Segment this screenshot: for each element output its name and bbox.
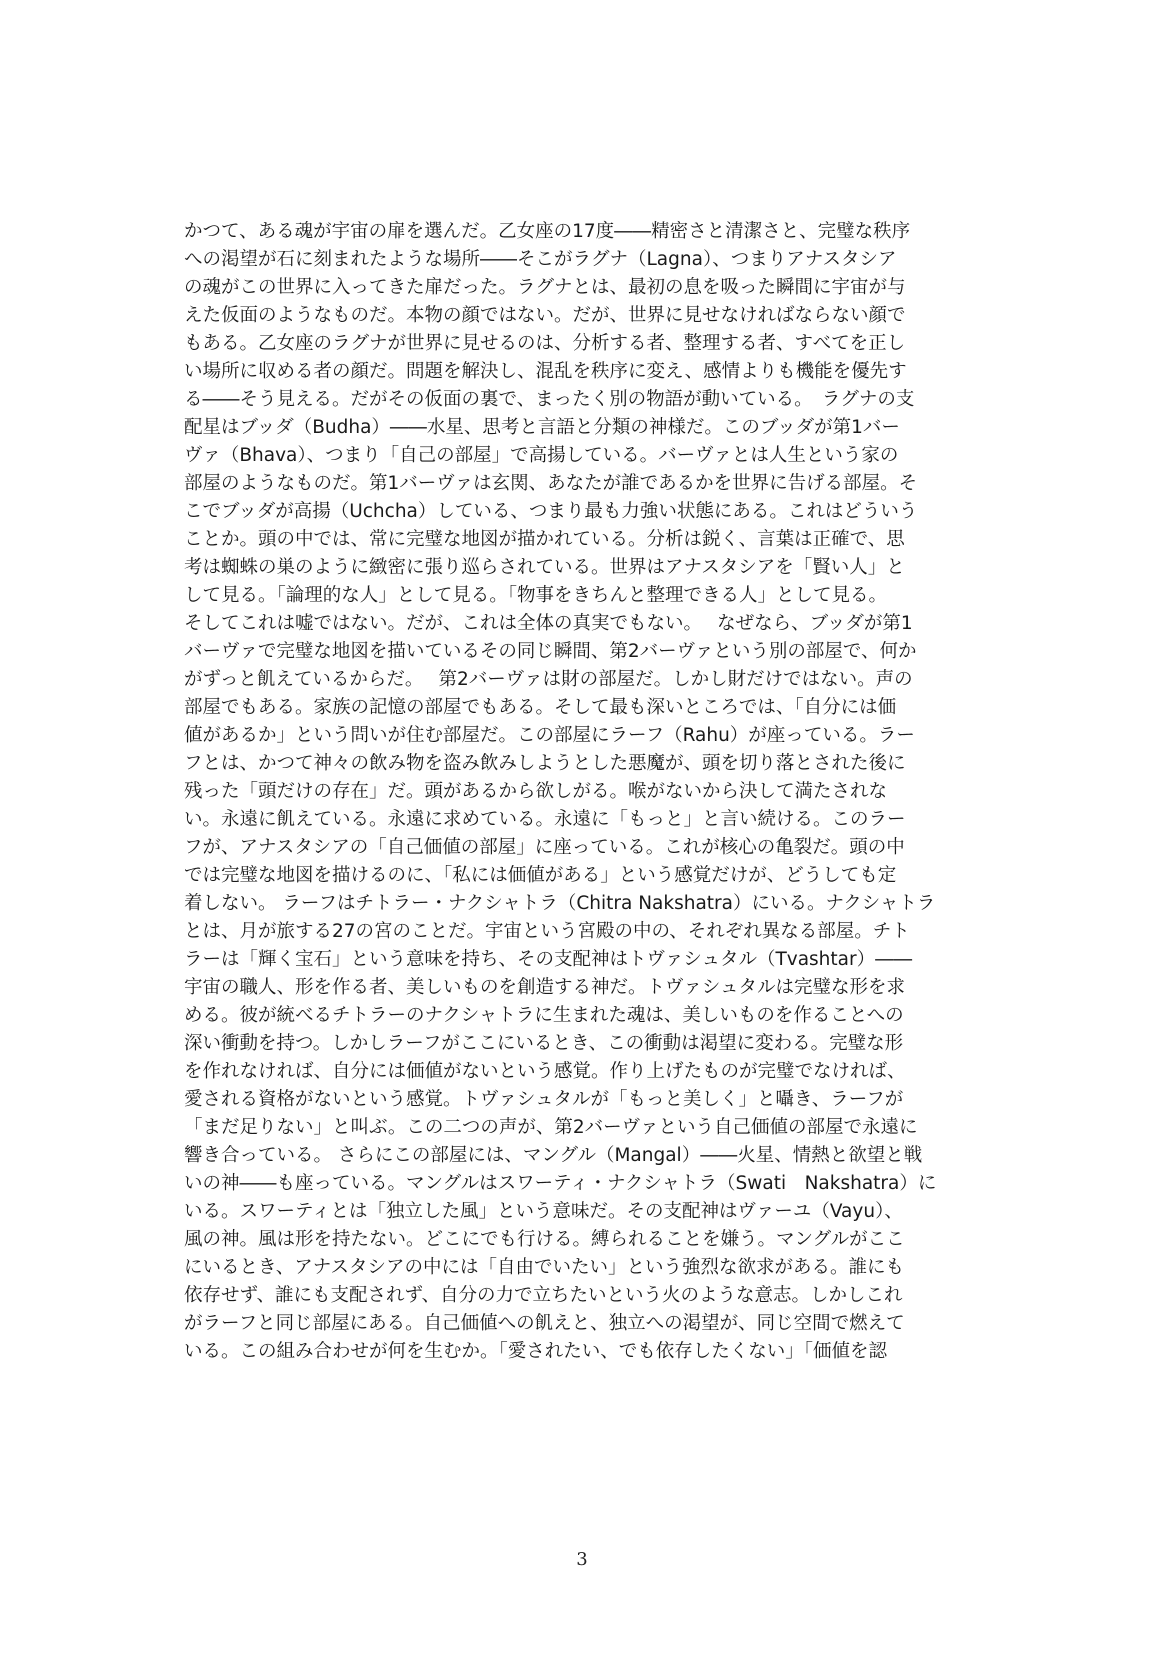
- text-line: 部屋のようなものだ。第1バーヴァは玄関、あなたが誰であるかを世界に告げる部屋。そ: [184, 473, 918, 494]
- text-line: い場所に収める者の顔だ。問題を解決し、混乱を秩序に変え、感情よりも機能を優先す: [184, 361, 907, 382]
- text-line: そしてこれは嘘ではない。だが、これは全体の真実でもない。 なぜなら、ブッダが第1: [184, 613, 913, 634]
- text-line: 残った「頭だけの存在」だ。頭があるから欲しがる。喉がないから決して満たされな: [184, 781, 888, 802]
- text-line: の魂がこの世界に入ってきた扉だった。ラグナとは、最初の息を吸った瞬間に宇宙が与: [184, 277, 906, 298]
- text-line: ヴァ（Bhava）、つまり「自己の部屋」で高揚している。バーヴァとは人生という家の: [184, 445, 899, 466]
- text-line: がずっと飢えているからだ。 第2バーヴァは財の部屋だ。しかし財だけではない。声の: [184, 669, 913, 690]
- text-line: バーヴァで完璧な地図を描いているその同じ瞬間、第2バーヴァという別の部屋で、何か: [184, 641, 917, 662]
- text-line: にいるとき、アナスタシアの中には「自由でいたい」という強烈な欲求がある。誰にも: [184, 1257, 905, 1278]
- text-line: えた仮面のようなものだ。本物の顔ではない。だが、世界に見せなければならない顔で: [184, 305, 906, 326]
- text-line: 考は蜘蛛の巣のように緻密に張り巡らされている。世界はアナスタシアを「賢い人」と: [184, 557, 905, 578]
- text-line: 配星はブッダ（Budha）――水星、思考と言語と分類の神様だ。このブッダが第1バー: [184, 417, 900, 438]
- text-line: いる。この組み合わせが何を生むか。「愛されたい、でも依存したくない」「価値を認: [184, 1341, 888, 1362]
- text-line: を作れなければ、自分には価値がないという感覚。作り上げたものが完璧でなければ、: [184, 1061, 906, 1082]
- text-line: 部屋でもある。家族の記憶の部屋でもある。そして最も深いところでは、「自分には価: [184, 697, 897, 718]
- text-line: とは、月が旅する27の宮のことだ。宇宙という宮殿の中の、それぞれ異なる部屋。チト: [184, 921, 910, 942]
- text-line: 値があるか」という問いが住む部屋だ。この部屋にラーフ（Rahu）が座っている。ラー: [184, 725, 915, 746]
- text-line: 着しない。 ラーフはチトラー・ナクシャトラ（Chitra Nakshatra）にいる。ナクシャトラ: [184, 893, 936, 914]
- text-line: かつて、ある魂が宇宙の扉を選んだ。乙女座の17度――精密さと清潔さと、完璧な秩序: [184, 221, 911, 242]
- text-line: 依存せず、誰にも支配されず、自分の力で立ちたいという火のような意志。しかしこれ: [184, 1285, 903, 1306]
- text-line: いの神――も座っている。マングルはスワーティ・ナクシャトラ（Swati Nakshatra）に: [184, 1173, 937, 1194]
- page-number: 3: [576, 1549, 588, 1570]
- text-line: 「まだ足りない」と叫ぶ。この二つの声が、第2バーヴァという自己価値の部屋で永遠に: [184, 1117, 918, 1138]
- text-line: がラーフと同じ部屋にある。自己価値への飢えと、独立への渇望が、同じ空間で燃えて: [184, 1313, 905, 1334]
- text-line: ラーは「輝く宝石」という意味を持ち、その支配神はトヴァシュタル（Tvashtar）――: [184, 949, 913, 970]
- text-line: への渇望が石に刻まれたような場所――そこがラグナ（Lagna）、つまりアナスタシア: [184, 249, 897, 270]
- text-line: 響き合っている。 さらにこの部屋には、マングル（Mangal）――火星、情熱と欲望と戦: [184, 1145, 923, 1166]
- text-line: 深い衝動を持つ。しかしラーフがここにいるとき、この衝動は渇望に変わる。完璧な形: [184, 1033, 904, 1054]
- body-text: [184, 218, 984, 1366]
- text-line: では完璧な地図を描けるのに、「私には価値がある」という感覚だけが、どうしても定: [184, 865, 897, 886]
- text-line: 風の神。風は形を持たない。どこにでも行ける。縛られることを嫌う。マングルがここ: [184, 1229, 905, 1250]
- text-line: 宇宙の職人、形を作る者、美しいものを創造する神だ。トヴァシュタルは完璧な形を求: [184, 977, 905, 998]
- text-line: こでブッダが高揚（Uchcha）している、つまり最も力強い状態にある。これはどういう: [184, 501, 918, 522]
- text-line: して見る。「論理的な人」として見る。「物事をきちんと整理できる人」として見る。: [184, 585, 888, 606]
- text-line: める。彼が統べるチトラーのナクシャトラに生まれた魂は、美しいものを作ることへの: [184, 1005, 904, 1026]
- text-line: いる。スワーティとは「独立した風」という意味だ。その支配神はヴァーユ（Vayu）、: [184, 1201, 903, 1222]
- text-line: い。永遠に飢えている。永遠に求めている。永遠に「もっと」と言い続ける。このラー: [184, 809, 906, 830]
- text-line: 愛される資格がないという感覚。トヴァシュタルが「もっと美しく」と囁き、ラーフが: [184, 1089, 904, 1110]
- text-line: フとは、かつて神々の飲み物を盗み飲みしようとした悪魔が、頭を切り落とされた後に: [184, 753, 906, 774]
- text-line: フが、アナスタシアの「自己価値の部屋」に座っている。これが核心の亀裂だ。頭の中: [184, 837, 905, 858]
- text-line: ことか。頭の中では、常に完璧な地図が描かれている。分析は鋭く、言葉は正確で、思: [184, 529, 905, 550]
- text-line: る――そう見える。だがその仮面の裏で、まったく別の物語が動いている。 ラグナの支: [184, 389, 915, 410]
- text-line: もある。乙女座のラグナが世界に見せるのは、分析する者、整理する者、すべてを正し: [184, 333, 906, 354]
